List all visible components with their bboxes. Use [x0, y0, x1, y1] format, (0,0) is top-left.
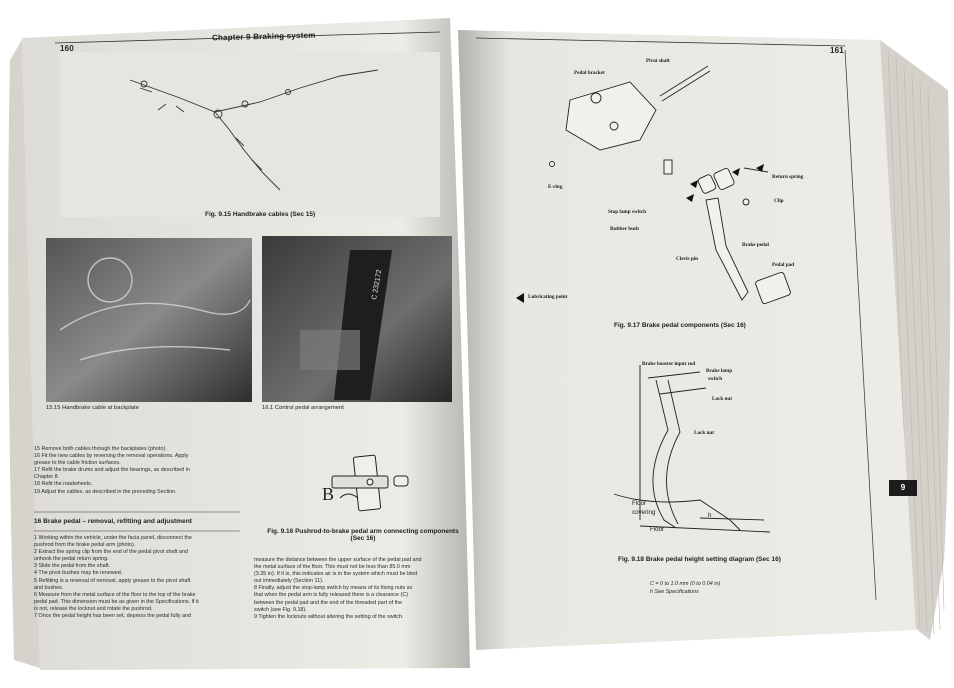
- section-16-title: 16 Brake pedal – removal, refitting and adjustment: [34, 518, 192, 525]
- fig-9-18-caption: Fig. 9.18 Brake pedal height setting diagram (Sec 16): [618, 556, 781, 563]
- label-return-spring: Return spring: [772, 174, 804, 180]
- label-lock-nut-2: Lock nut: [694, 430, 715, 436]
- para-line: 8 Finally, adjust the stop-lamp switch by means of its fixing nuts so: [254, 585, 413, 592]
- para-line: 5 Refitting is a reversal of removal, apply grease to the pivot shaft: [34, 577, 191, 584]
- label-brake-lamp: Brake lamp: [706, 368, 733, 374]
- fig-9-15-panel: [60, 52, 440, 217]
- paragraphs-16-col2: [254, 557, 468, 621]
- label-brake-booster-input-rod: Brake booster input rod: [642, 361, 696, 367]
- fig-9-16-caption-line1: Fig. 9.16 Pushrod-to-brake pedal arm connecting components: [267, 528, 459, 535]
- label-brake-pedal: Brake pedal: [742, 242, 769, 248]
- para-line: 15 Remove both cables through the backplates (photo).: [34, 446, 167, 452]
- photo-1-caption: 15.15 Handbrake cable at backplate: [46, 405, 139, 411]
- fig-9-16-caption: [258, 528, 468, 542]
- para-line: 4 The pivot bushes may be renewed.: [34, 570, 123, 577]
- paragraphs-15: [34, 446, 254, 496]
- para-line: that when the pedal arm is fully released there is a clearance (C): [254, 592, 409, 599]
- para-line: grease to the cable friction surfaces.: [34, 460, 121, 467]
- para-line: unhook the pedal return spring.: [34, 556, 109, 563]
- label-floor: Floor: [650, 526, 665, 533]
- right-page-number: 161: [830, 46, 844, 55]
- fig-9-17-caption: Fig. 9.17 Brake pedal components (Sec 16): [614, 322, 746, 329]
- para-line: the metal surface of the floor. This must not be less than 85.0 mm: [254, 564, 411, 571]
- label-pedal-bracket: Pedal bracket: [574, 70, 605, 76]
- para-line: 9 Tighten the locknuts without altering the setting of the switch.: [254, 613, 404, 620]
- para-line: 2 Extract the spring clip from the end of the pedal pivot shaft and: [34, 549, 189, 556]
- para-line: 17 Refit the brake drums and adjust the bearings, as described in: [34, 467, 190, 474]
- legend-h: h See Specifications: [650, 589, 699, 595]
- chapter-header: Chapter 9 Braking system: [211, 30, 316, 43]
- label-stop-lamp-switch: Stop lamp switch: [608, 209, 647, 215]
- label-pivot-shaft: Pivot shaft: [646, 58, 670, 64]
- para-line: measure the distance between the upper surface of the pedal pad and: [254, 557, 422, 563]
- label-clevis-pin: Clevis pin: [676, 256, 699, 262]
- photo-2-caption: 16.1 Control pedal arrangement: [262, 405, 344, 411]
- fig-9-16-label: B: [322, 484, 335, 504]
- para-line: 7 Once the pedal height has been set, depress the pedal fully and: [34, 613, 192, 620]
- label-clip: Clip: [774, 198, 784, 204]
- para-line: 6 Measure from the metal surface of the floor to the top of the brake: [34, 591, 196, 598]
- lubricating-point-label: Lubricating point: [528, 294, 568, 300]
- para-line: pedal pad. This dimension must be as given in the Specifications. If it: [34, 598, 199, 605]
- left-page-number: 160: [60, 44, 74, 53]
- label-brake-lamp-switch: switch: [708, 376, 723, 382]
- legend-c: C = 0 to 1.0 mm (0 to 0.04 in): [650, 581, 721, 587]
- para-line: 16 Fit the new cables by reversing the removal operations. Apply: [34, 453, 189, 460]
- para-line: 18 Refit the roadwheels.: [34, 481, 93, 488]
- paragraphs-16-col1: [34, 535, 254, 620]
- para-line: pushrod from the brake pedal arm (photo).: [34, 542, 136, 549]
- para-line: (3.35 in). If it is, this indicates air is in the system which must be bled: [254, 571, 418, 578]
- chapter-tab: 9: [889, 480, 917, 496]
- label-rubber-bush: Rubber bush: [610, 226, 639, 232]
- label-e-ring: E-ring: [548, 184, 563, 190]
- para-line: and bushes.: [34, 584, 64, 591]
- para-line: between the pedal pad and the end of the threaded part of the: [254, 599, 403, 606]
- label-floor-covering-1: Floor: [632, 500, 647, 507]
- para-line: 3 Slide the pedal from the shaft.: [34, 563, 111, 570]
- para-line: switch (see Fig. 9.18).: [254, 606, 307, 613]
- para-line: is not, release the locknut and rotate the pushrod.: [34, 605, 153, 612]
- label-pedal-pad: Pedal pad: [772, 262, 795, 268]
- photo-stamp-text: C 232172: [371, 269, 384, 301]
- para-line: out immediately (Section 11).: [254, 578, 324, 585]
- fig-9-16-caption-line2: (Sec 16): [350, 535, 376, 542]
- para-line: 19 Adjust the cables, as described in the preceding Section.: [34, 488, 177, 495]
- label-h: h: [708, 512, 712, 519]
- para-line: 1 Working within the vehicle, under the facia panel, disconnect the: [34, 535, 192, 541]
- label-floor-covering-2: covering: [632, 509, 656, 516]
- label-lock-nut-1: Lock nut: [712, 396, 733, 402]
- para-line: Chapter 8.: [34, 474, 60, 481]
- fig-9-15-caption: Fig. 9.15 Handbrake cables (Sec 15): [205, 211, 316, 218]
